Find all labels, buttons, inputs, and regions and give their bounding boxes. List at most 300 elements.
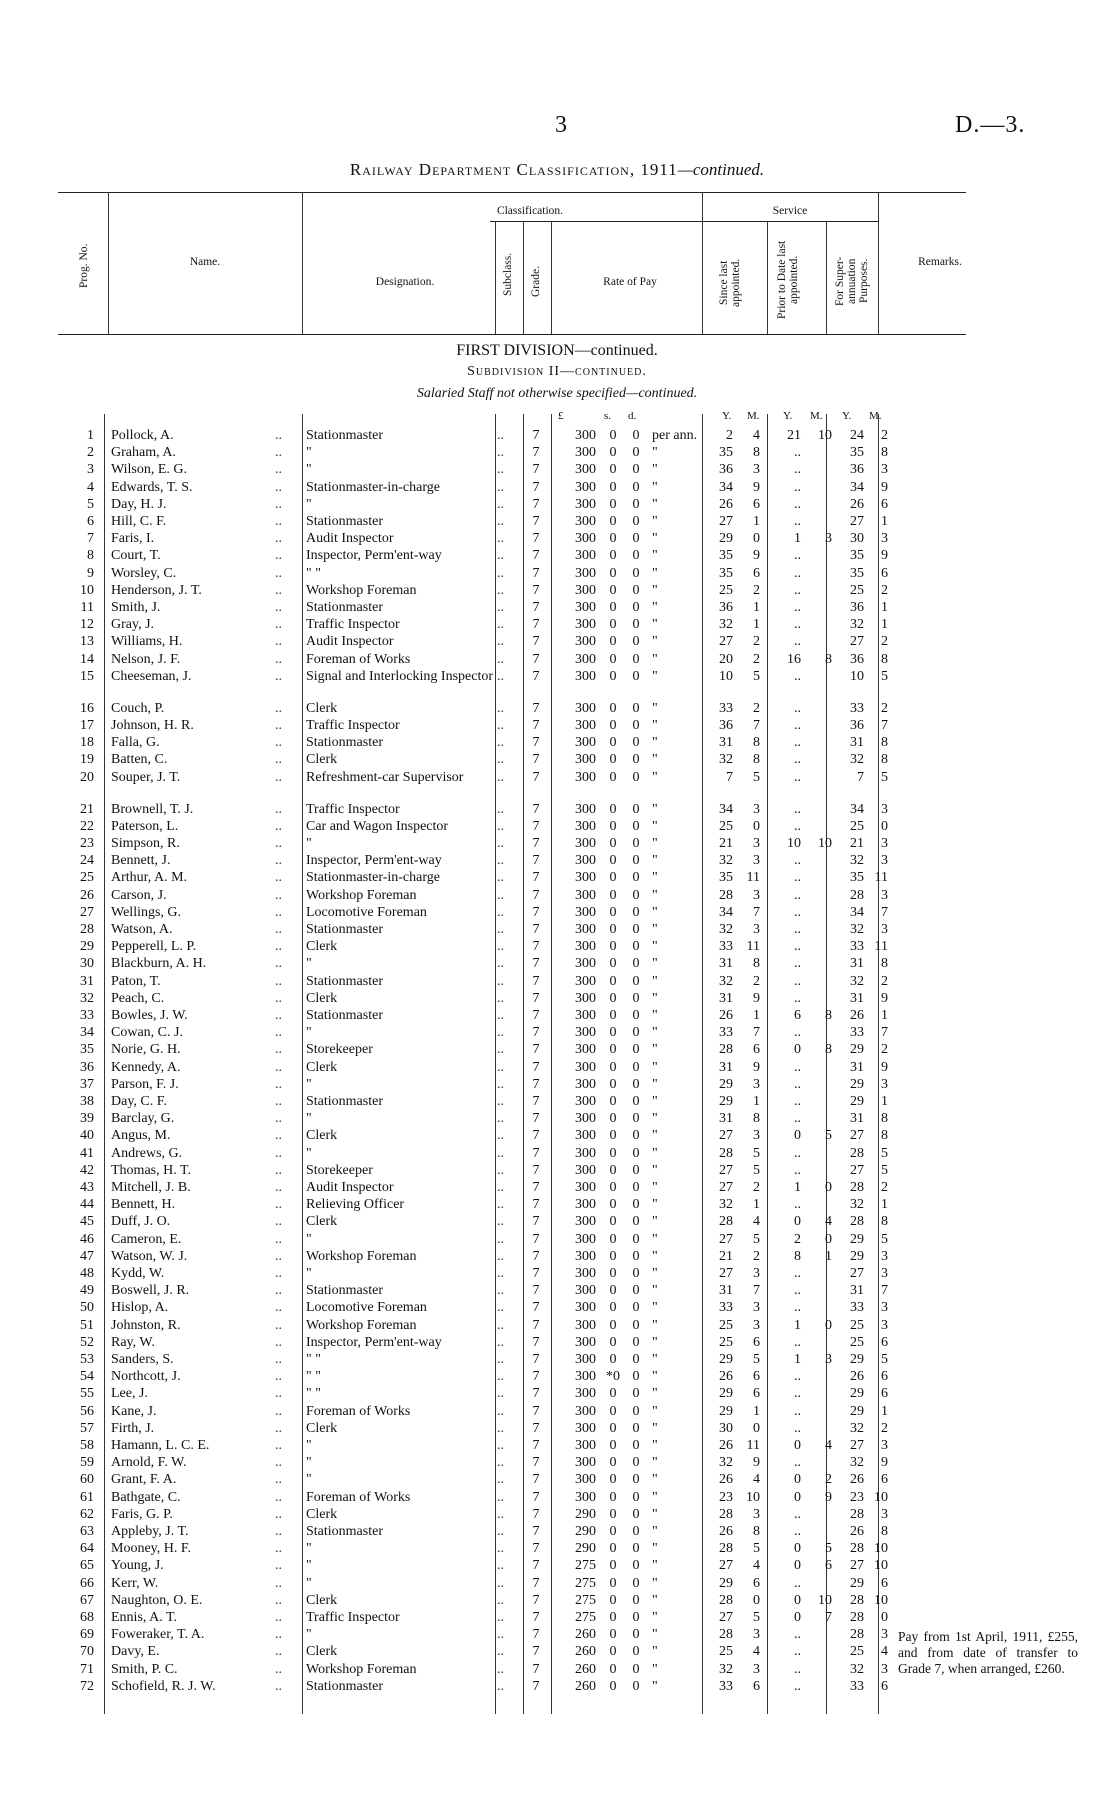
pay-period: "	[652, 1180, 658, 1195]
table-row	[0, 652, 1114, 669]
pay-pence: 0	[632, 1610, 640, 1625]
super-years: 35	[850, 870, 864, 886]
prog-no: 36	[80, 1059, 94, 1075]
leader-dots: ..	[275, 1248, 282, 1264]
prior-years: 6	[794, 1008, 801, 1023]
since-months: 8	[753, 735, 760, 751]
unit-months: M.	[747, 410, 760, 422]
leader-dots: ..	[275, 531, 282, 547]
pay-pence: 0	[632, 700, 640, 716]
designation: "	[306, 496, 312, 512]
staff-name: Young, J.	[111, 1558, 164, 1574]
since-years: 29	[719, 1352, 733, 1367]
designation: "	[306, 1455, 312, 1471]
staff-name: Smith, J.	[111, 600, 161, 615]
since-months: 3	[753, 1128, 760, 1144]
grade: 7	[532, 752, 540, 768]
prog-no: 8	[87, 548, 94, 564]
table-row	[0, 1335, 1114, 1352]
table-row	[0, 1472, 1114, 1489]
pay-shillings: 0	[609, 1059, 617, 1075]
designation: Clerk	[306, 1128, 338, 1144]
pay-pence: 0	[632, 1592, 640, 1608]
staff-name: Peach, C.	[111, 990, 165, 1006]
since-years: 34	[719, 904, 733, 920]
super-months: 2	[881, 1042, 888, 1058]
super-years: 28	[850, 1592, 864, 1608]
prog-no: 72	[80, 1678, 94, 1694]
pay-shillings: 0	[609, 1438, 617, 1453]
pay-shillings: 0	[609, 548, 617, 564]
since-years: 36	[719, 600, 733, 615]
pay-shillings: 0	[609, 939, 617, 955]
pay-shillings: 0	[609, 565, 617, 581]
since-months: 7	[753, 904, 760, 920]
grade: 7	[532, 1266, 540, 1281]
pay-shillings: *0	[606, 1369, 620, 1385]
super-years: 33	[850, 1025, 864, 1041]
pay-pence: 0	[632, 462, 640, 478]
pay-pence: 0	[632, 1197, 640, 1213]
super-years: 24	[850, 428, 864, 443]
table-row	[0, 770, 1114, 802]
pay-pounds: 300	[575, 479, 596, 495]
header-remarks: Remarks.	[918, 256, 962, 268]
prog-no: 59	[80, 1455, 94, 1471]
pay-shillings: 0	[609, 1145, 617, 1161]
pay-period: "	[652, 1455, 658, 1471]
prior-years: ..	[794, 718, 801, 733]
pay-pounds: 300	[575, 718, 596, 733]
prior-years: ..	[794, 1266, 801, 1281]
prior-years: 0	[794, 1592, 801, 1608]
pay-shillings: 0	[609, 1627, 617, 1643]
prog-no: 67	[80, 1592, 94, 1608]
since-months: 1	[753, 1403, 760, 1419]
super-years: 26	[850, 1524, 864, 1539]
pay-pence: 0	[632, 617, 640, 633]
leader-dots: ..	[275, 1386, 282, 1402]
pay-period: "	[652, 1231, 658, 1247]
staff-name: Falla, G.	[111, 735, 160, 751]
prog-no: 30	[80, 956, 94, 972]
since-months: 0	[753, 1592, 760, 1608]
pay-pence: 0	[632, 1231, 640, 1247]
staff-name: Boswell, J. R.	[111, 1283, 190, 1299]
prior-years: ..	[794, 769, 801, 785]
pay-period: "	[652, 668, 658, 684]
since-years: 27	[719, 634, 733, 650]
pay-period: "	[652, 1283, 658, 1299]
pay-shillings: 0	[609, 1094, 617, 1109]
since-years: 25	[719, 1644, 733, 1660]
prior-years: ..	[794, 904, 801, 920]
leader-dots: ..	[497, 600, 504, 615]
pay-pence: 0	[632, 769, 640, 785]
grade: 7	[532, 1180, 540, 1195]
leader-dots: ..	[275, 1610, 282, 1625]
designation: Workshop Foreman	[306, 1248, 417, 1264]
prior-years: ..	[794, 1369, 801, 1385]
super-months: 9	[881, 1059, 888, 1075]
super-years: 36	[850, 462, 864, 478]
prog-no: 11	[80, 600, 94, 615]
pay-shillings: 0	[609, 668, 617, 684]
leader-dots: ..	[275, 582, 282, 598]
designation: Storekeeper	[306, 1162, 373, 1178]
leader-dots: ..	[275, 718, 282, 733]
designation: Refreshment-car Supervisor	[306, 769, 464, 785]
prog-no: 35	[80, 1042, 94, 1058]
col-divider	[702, 192, 703, 334]
since-years: 21	[719, 1248, 733, 1264]
since-years: 29	[719, 1094, 733, 1109]
designation: "	[306, 1111, 312, 1127]
since-years: 32	[719, 973, 733, 989]
leader-dots: ..	[275, 1541, 282, 1557]
staff-name: Pepperell, L. P.	[111, 939, 197, 955]
leader-dots: ..	[275, 1128, 282, 1144]
table-row	[0, 1060, 1114, 1077]
super-months: 2	[881, 973, 888, 989]
pay-shillings: 0	[609, 769, 617, 785]
since-years: 34	[719, 479, 733, 495]
grade: 7	[532, 887, 540, 903]
prior-years: 0	[794, 1042, 801, 1058]
super-months: 1	[881, 1403, 888, 1419]
prog-no: 53	[80, 1352, 94, 1367]
prior-months: 5	[825, 1128, 832, 1144]
header-since-last: Since last appointed.	[718, 258, 742, 308]
page-number: 3	[555, 112, 567, 138]
pay-shillings: 0	[609, 634, 617, 650]
grade: 7	[532, 479, 540, 495]
pay-pence: 0	[632, 565, 640, 581]
super-months: 1	[881, 514, 888, 529]
since-years: 28	[719, 1592, 733, 1608]
pay-period: "	[652, 1197, 658, 1213]
super-years: 29	[850, 1094, 864, 1109]
since-years: 21	[719, 836, 733, 851]
pay-period: "	[652, 1627, 658, 1643]
super-months: 3	[881, 836, 888, 851]
staff-name: Grant, F. A.	[111, 1472, 177, 1488]
leader-dots: ..	[275, 1094, 282, 1109]
super-years: 27	[850, 1162, 864, 1178]
pay-period: "	[652, 700, 658, 716]
pay-period: "	[652, 548, 658, 564]
col-divider	[108, 192, 109, 334]
pay-pounds: 275	[575, 1610, 596, 1625]
super-years: 28	[850, 1627, 864, 1643]
leader-dots: ..	[275, 1472, 282, 1488]
since-years: 28	[719, 1042, 733, 1058]
leader-dots: ..	[497, 801, 504, 817]
super-years: 33	[850, 939, 864, 955]
super-months: 2	[881, 428, 888, 443]
pay-period: "	[652, 922, 658, 937]
prog-no: 5	[87, 496, 94, 512]
staff-name: Edwards, T. S.	[111, 479, 193, 495]
prog-no: 28	[80, 922, 94, 937]
pay-pence: 0	[632, 1403, 640, 1419]
leader-dots: ..	[497, 565, 504, 581]
leader-dots: ..	[497, 887, 504, 903]
staff-name: Parson, F. J.	[111, 1076, 179, 1092]
since-months: 1	[753, 617, 760, 633]
since-months: 9	[753, 548, 760, 564]
super-months: 10	[874, 1558, 888, 1574]
pay-pounds: 300	[575, 801, 596, 817]
designation: " "	[306, 565, 321, 581]
pay-period: "	[652, 479, 658, 495]
prior-years: ..	[794, 634, 801, 650]
super-months: 8	[881, 445, 888, 461]
staff-name: Faris, I.	[111, 531, 155, 547]
grade: 7	[532, 1162, 540, 1178]
table-row	[0, 1421, 1114, 1438]
pay-period: "	[652, 1678, 658, 1694]
prog-no: 12	[80, 617, 94, 633]
since-years: 35	[719, 548, 733, 564]
designation: "	[306, 1076, 312, 1092]
since-years: 35	[719, 870, 733, 886]
designation: Stationmaster	[306, 1678, 383, 1694]
super-months: 5	[881, 668, 888, 684]
prog-no: 50	[80, 1300, 94, 1316]
leader-dots: ..	[497, 479, 504, 495]
prog-no: 15	[80, 668, 94, 684]
since-years: 28	[719, 1145, 733, 1161]
super-months: 2	[881, 1180, 888, 1195]
pay-pounds: 300	[575, 769, 596, 785]
designation: Workshop Foreman	[306, 887, 417, 903]
pay-pounds: 260	[575, 1644, 596, 1660]
since-years: 29	[719, 531, 733, 547]
grade: 7	[532, 1661, 540, 1677]
table-row	[0, 634, 1114, 651]
grade: 7	[532, 600, 540, 615]
table-row	[0, 1576, 1114, 1593]
pay-period: "	[652, 1472, 658, 1488]
leader-dots: ..	[275, 634, 282, 650]
prior-years: ..	[794, 1334, 801, 1350]
leader-dots: ..	[275, 853, 282, 869]
prior-years: ..	[794, 617, 801, 633]
pay-shillings: 0	[609, 853, 617, 869]
header-bottom-rule	[58, 334, 966, 335]
prog-no: 61	[80, 1489, 94, 1505]
since-years: 27	[719, 1128, 733, 1144]
super-years: 23	[850, 1489, 864, 1505]
prior-months: 8	[825, 651, 832, 667]
prior-years: ..	[794, 1076, 801, 1092]
prior-years: ..	[794, 1678, 801, 1694]
prior-years: ..	[794, 479, 801, 495]
since-months: 2	[753, 700, 760, 716]
super-years: 36	[850, 718, 864, 733]
super-years: 25	[850, 818, 864, 834]
pay-period: "	[652, 1524, 658, 1539]
prior-years: ..	[794, 939, 801, 955]
super-months: 1	[881, 600, 888, 615]
table-row	[0, 1042, 1114, 1059]
super-years: 27	[850, 514, 864, 529]
pay-pence: 0	[632, 1541, 640, 1557]
super-months: 7	[881, 904, 888, 920]
pay-period: "	[652, 1644, 658, 1660]
pay-pounds: 300	[575, 700, 596, 716]
pay-shillings: 0	[609, 1610, 617, 1625]
leader-dots: ..	[275, 1592, 282, 1608]
table-row	[0, 497, 1114, 514]
since-months: 6	[753, 496, 760, 512]
leader-dots: ..	[275, 1524, 282, 1539]
table-row	[0, 514, 1114, 531]
designation: Traffic Inspector	[306, 718, 400, 733]
prog-no: 40	[80, 1128, 94, 1144]
header-subclass: Subclass.	[502, 252, 514, 296]
leader-dots: ..	[497, 769, 504, 785]
prog-no: 56	[80, 1403, 94, 1419]
grade: 7	[532, 1420, 540, 1436]
leader-dots: ..	[275, 818, 282, 834]
grade: 7	[532, 1592, 540, 1608]
prog-no: 24	[80, 853, 94, 869]
designation: Stationmaster	[306, 514, 383, 529]
leader-dots: ..	[497, 514, 504, 529]
super-years: 28	[850, 1180, 864, 1195]
leader-dots: ..	[275, 428, 282, 443]
pay-shillings: 0	[609, 1524, 617, 1539]
table-row	[0, 956, 1114, 973]
service-rule	[702, 221, 878, 222]
table-row	[0, 1094, 1114, 1111]
table-row	[0, 1524, 1114, 1541]
staff-name: Henderson, J. T.	[111, 582, 202, 598]
leader-dots: ..	[497, 1025, 504, 1041]
pay-pounds: 300	[575, 1248, 596, 1264]
grade: 7	[532, 1231, 540, 1247]
designation: Foreman of Works	[306, 651, 411, 667]
designation: Workshop Foreman	[306, 1317, 417, 1333]
col-divider	[551, 221, 552, 334]
since-years: 35	[719, 565, 733, 581]
super-months: 0	[881, 818, 888, 834]
pay-period: "	[652, 1214, 658, 1230]
staff-name: Gray, J.	[111, 617, 155, 633]
grade: 7	[532, 939, 540, 955]
super-months: 3	[881, 1248, 888, 1264]
super-years: 33	[850, 700, 864, 716]
since-months: 5	[753, 1162, 760, 1178]
prog-no: 65	[80, 1558, 94, 1574]
prior-months: 0	[825, 1231, 832, 1247]
designation: Inspector, Perm'ent-way	[306, 853, 442, 869]
pay-period: "	[652, 565, 658, 581]
pay-pounds: 300	[575, 634, 596, 650]
designation: Clerk	[306, 752, 338, 768]
leader-dots: ..	[497, 904, 504, 920]
prog-no: 21	[80, 801, 94, 817]
pay-pounds: 300	[575, 1180, 596, 1195]
staff-name: Davy, E.	[111, 1644, 160, 1660]
table-row	[0, 1438, 1114, 1455]
grade: 7	[532, 818, 540, 834]
since-months: 3	[753, 1266, 760, 1281]
designation: Car and Wagon Inspector	[306, 818, 449, 834]
staff-name: Faris, G. P.	[111, 1506, 173, 1522]
col-divider	[523, 221, 524, 334]
prog-no: 25	[80, 870, 94, 886]
prior-years: ..	[794, 1661, 801, 1677]
super-years: 32	[850, 853, 864, 869]
leader-dots: ..	[497, 990, 504, 1006]
super-years: 28	[850, 887, 864, 903]
since-months: 6	[753, 565, 760, 581]
prog-no: 66	[80, 1575, 94, 1591]
grade: 7	[532, 1059, 540, 1075]
table-row	[0, 583, 1114, 600]
staff-name: Hill, C. F.	[111, 514, 167, 529]
pay-period: "	[652, 1094, 658, 1109]
since-months: 2	[753, 1248, 760, 1264]
since-years: 32	[719, 617, 733, 633]
prog-no: 37	[80, 1076, 94, 1092]
pay-period: "	[652, 939, 658, 955]
table-row	[0, 1300, 1114, 1317]
since-years: 32	[719, 1455, 733, 1471]
grade: 7	[532, 718, 540, 733]
leader-dots: ..	[497, 1008, 504, 1023]
super-years: 27	[850, 1128, 864, 1144]
since-months: 8	[753, 1524, 760, 1539]
pay-period: "	[652, 904, 658, 920]
designation: Locomotive Foreman	[306, 1300, 427, 1316]
since-years: 25	[719, 582, 733, 598]
pay-shillings: 0	[609, 1111, 617, 1127]
pay-shillings: 0	[609, 1558, 617, 1574]
prior-months: 9	[825, 1489, 832, 1505]
pay-pounds: 300	[575, 973, 596, 989]
since-months: 5	[753, 668, 760, 684]
prog-no: 16	[80, 700, 94, 716]
super-months: 9	[881, 548, 888, 564]
since-months: 1	[753, 1008, 760, 1023]
prior-years: 1	[794, 531, 801, 547]
super-months: 5	[881, 769, 888, 785]
unit-months: M.	[869, 410, 882, 422]
since-months: 2	[753, 973, 760, 989]
grade: 7	[532, 973, 540, 989]
since-months: 6	[753, 1042, 760, 1058]
super-months: 7	[881, 1283, 888, 1299]
grade: 7	[532, 617, 540, 633]
header-designation: Designation.	[375, 276, 435, 288]
pay-pence: 0	[632, 1008, 640, 1023]
super-months: 6	[881, 1369, 888, 1385]
grade: 7	[532, 1558, 540, 1574]
pay-shillings: 0	[609, 887, 617, 903]
pay-pounds: 300	[575, 1455, 596, 1471]
since-years: 26	[719, 1369, 733, 1385]
since-years: 33	[719, 1678, 733, 1694]
pay-pence: 0	[632, 668, 640, 684]
since-years: 28	[719, 1627, 733, 1643]
super-years: 27	[850, 1558, 864, 1574]
grade: 7	[532, 1352, 540, 1367]
grade: 7	[532, 1008, 540, 1023]
